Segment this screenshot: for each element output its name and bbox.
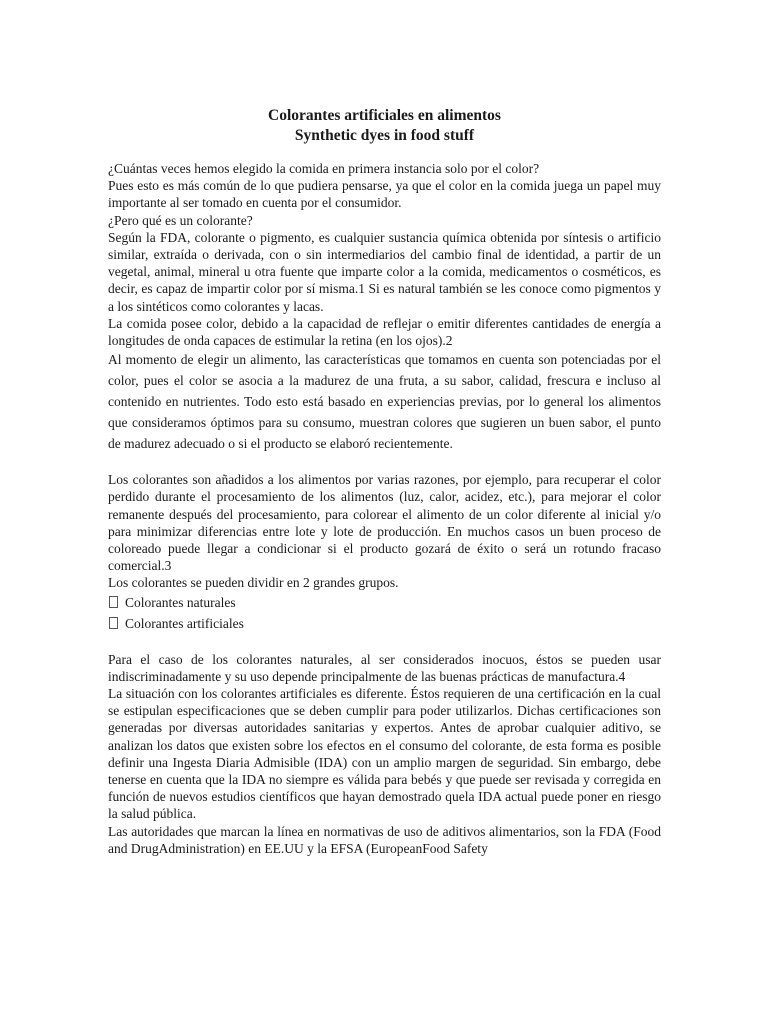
title-english: Synthetic dyes in food stuff: [294, 127, 475, 144]
list-item: [108, 613, 661, 634]
paragraph-authorities: Las autoridades que marcan la línea en normativas de uso de aditivos alimentarios, son la FDA (Food and DrugAdministration) en EE.UU y la EFSA (EuropeanFood Safety: [108, 823, 661, 856]
paragraph-choosing-food: Al momento de elegir un alimento, las características que tomamos en cuenta son potenciadas por el color, pues el color se asocia a la madurez de una fruta, a su sabor, calidad, frescura e incluso al contenido en nutrientes. Todo esto está basado en experiencias previas, por lo general los alimentos que consideramos óptimos para su consumo, muestran colores que sugieren un buen sabor, el punto de madurez adecuado o si el producto se elaboró recientemente.: [108, 352, 661, 452]
paragraph-what-is-colorant: ¿Pero qué es un colorante?: [108, 212, 253, 228]
paragraph-color-importance: Pues esto es más común de lo que pudiera pensarse, ya que el color en la comida juega un papel muy importante al ser tomado en cuenta por el consumidor.: [108, 178, 661, 211]
bullet-box-icon: [109, 617, 118, 629]
paragraph-question-color: ¿Cuántas veces hemos elegido la comida en primera instancia solo por el color?: [108, 161, 540, 176]
paragraph-natural-colorants: Para el caso de los colorantes naturales, al ser considerados inocuos, éstos se pueden usar indiscriminadamente y su uso depende principalmente de las buenas prácticas de manufactura.4: [108, 651, 661, 684]
paragraph-fda-definition: Según la FDA, colorante o pigmento, es cualquier sustancia química obtenida por síntesis o artificio similar, extraída o derivada, con o sin intermediarios del cambio final de identidad, a partir de un vegetal, animal, mineral u otra fuente que imparte color a la comida, medicamentos o cosméticos, es decir, es capaz de impartir color por sí misma.1 Si es natural también se les conoce como pigmentos y a los sintéticos como colorantes y lacas.: [108, 229, 661, 314]
paragraph-why-colorants: Los colorantes son añadidos a los alimentos por varias razones, por ejemplo, para recuperar el color perdido durante el procesamiento de los alimentos (luz, calor, acidez, etc.), para mejorar el color remanente después del procesamiento, para colorear el alimento de un color diferente al inicial y/o para minimizar diferencias entre lote y lote de producción. En muchos casos un buen proceso de coloreado puede llegar a condicionar si el producto gozará de éxito o será un rotundo fracaso comercial.3: [108, 472, 661, 574]
paragraph-artificial-colorants: La situación con los colorantes artificiales es diferente. Éstos requieren de una certificación en la cual se estipulan especificaciones que se deben cumplir para poder utilizarlos. Dichas certificaciones son generadas por diversas autoridades sanitarias y expertos. Antes de aprobar cualquier aditivo, se analizan los datos que existen sobre los efectos en el consumo del colorante, de esta forma es posible definir una Ingesta Diaria Admisible (IDA) con un amplio margen de seguridad. Sin embargo, debe tenerse en cuenta que la IDA no siempre es válida para bebés y que puede ser revisada y corregida en función de nuevos estudios científicos que hayan demostrado quela IDA actual puede poner en riesgo la salud pública.: [108, 686, 661, 822]
list-item: [108, 592, 661, 613]
document-title: [108, 106, 661, 146]
list-item-label: Colorantes artificiales: [125, 615, 244, 631]
document-page: [108, 104, 661, 857]
title-spanish: Colorantes artificiales en alimentos: [268, 107, 501, 124]
paragraph-two-groups: Los colorantes se pueden dividir en 2 grandes grupos.: [108, 575, 399, 591]
bullet-box-icon: [109, 596, 118, 608]
paragraph-food-color-energy: La comida posee color, debido a la capacidad de reflejar o emitir diferentes cantidades de energía a longitudes de onda capaces de estimular la retina (en los ojos).2: [108, 315, 661, 349]
list-item-label: Colorantes naturales: [125, 594, 236, 610]
